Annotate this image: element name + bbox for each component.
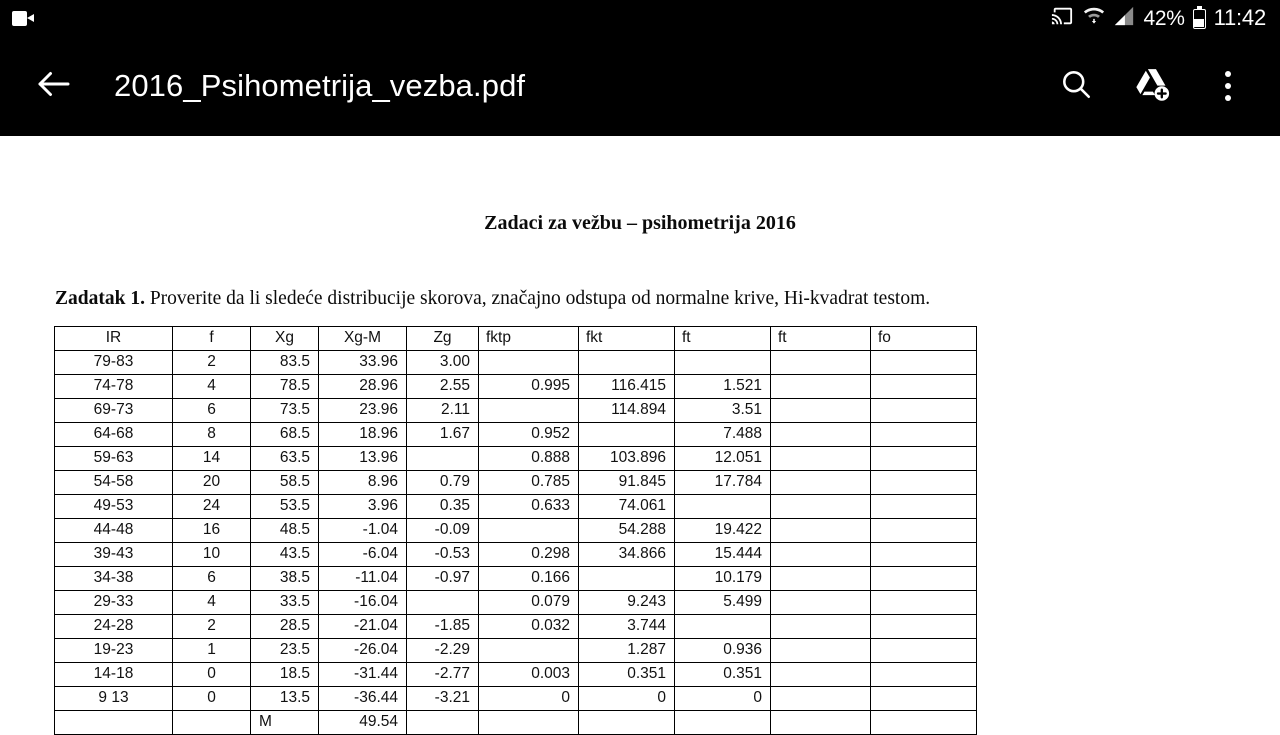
table-row bbox=[55, 543, 977, 567]
table-cell: 28.5 bbox=[251, 615, 319, 639]
table-cell bbox=[675, 351, 771, 375]
table-cell bbox=[771, 639, 871, 663]
table-cell: 23.5 bbox=[251, 639, 319, 663]
table-cell: 114.894 bbox=[579, 399, 675, 423]
table-cell bbox=[871, 639, 977, 663]
table-cell bbox=[479, 639, 579, 663]
app-bar-actions bbox=[1052, 62, 1280, 110]
screen-record-icon bbox=[12, 11, 34, 26]
table-cell bbox=[579, 711, 675, 735]
table-cell bbox=[771, 615, 871, 639]
back-button[interactable] bbox=[22, 54, 86, 118]
table-cell: 54-58 bbox=[55, 471, 173, 495]
table-row bbox=[55, 591, 977, 615]
table-cell: 116.415 bbox=[579, 375, 675, 399]
table-cell: 0.032 bbox=[479, 615, 579, 639]
table-cell: 1.67 bbox=[407, 423, 479, 447]
frequency-table-wrapper bbox=[54, 326, 976, 735]
status-bar-left bbox=[0, 11, 34, 26]
table-cell: 3.96 bbox=[319, 495, 407, 519]
table-cell bbox=[771, 519, 871, 543]
table-cell bbox=[871, 471, 977, 495]
wifi-icon bbox=[1083, 5, 1105, 32]
table-cell: 0.351 bbox=[675, 663, 771, 687]
table-cell: 0.952 bbox=[479, 423, 579, 447]
table-cell bbox=[871, 375, 977, 399]
table-cell: 0.936 bbox=[675, 639, 771, 663]
table-cell: M bbox=[251, 711, 319, 735]
table-cell: 3.51 bbox=[675, 399, 771, 423]
table-cell bbox=[871, 519, 977, 543]
table-cell bbox=[675, 615, 771, 639]
table-cell: 39-43 bbox=[55, 543, 173, 567]
table-cell: -16.04 bbox=[319, 591, 407, 615]
table-cell: 33.5 bbox=[251, 591, 319, 615]
table-cell: 68.5 bbox=[251, 423, 319, 447]
table-body bbox=[55, 351, 977, 735]
table-column-header: fo bbox=[871, 327, 977, 351]
table-cell: -2.77 bbox=[407, 663, 479, 687]
table-cell bbox=[871, 351, 977, 375]
table-column-header: ft bbox=[771, 327, 871, 351]
table-cell: 0.351 bbox=[579, 663, 675, 687]
table-cell: 9.243 bbox=[579, 591, 675, 615]
table-cell: -3.21 bbox=[407, 687, 479, 711]
table-cell: 79-83 bbox=[55, 351, 173, 375]
table-cell: 12.051 bbox=[675, 447, 771, 471]
table-row bbox=[55, 663, 977, 687]
table-cell: 74-78 bbox=[55, 375, 173, 399]
table-cell bbox=[407, 711, 479, 735]
table-cell: 19.422 bbox=[675, 519, 771, 543]
table-cell bbox=[407, 591, 479, 615]
table-cell: 49.54 bbox=[319, 711, 407, 735]
table-cell: 2 bbox=[173, 351, 251, 375]
table-cell: -36.44 bbox=[319, 687, 407, 711]
table-row bbox=[55, 471, 977, 495]
table-cell: 1.287 bbox=[579, 639, 675, 663]
table-cell bbox=[871, 615, 977, 639]
pdf-page[interactable] bbox=[0, 136, 1280, 730]
table-row bbox=[55, 399, 977, 423]
table-cell: 13.5 bbox=[251, 687, 319, 711]
table-cell: 15.444 bbox=[675, 543, 771, 567]
table-cell bbox=[771, 471, 871, 495]
table-row bbox=[55, 519, 977, 543]
table-cell: 3.00 bbox=[407, 351, 479, 375]
table-cell bbox=[173, 711, 251, 735]
table-cell: 83.5 bbox=[251, 351, 319, 375]
task-text: Proverite da li sledeće distribucije skorova, značajno odstupa od normalne krive, Hi-kvadrat testom. bbox=[144, 288, 931, 309]
table-cell: 63.5 bbox=[251, 447, 319, 471]
table-cell: 10.179 bbox=[675, 567, 771, 591]
table-cell: 0 bbox=[479, 687, 579, 711]
table-cell: 3.744 bbox=[579, 615, 675, 639]
table-cell bbox=[579, 567, 675, 591]
table-cell bbox=[771, 447, 871, 471]
page-title: Zadaci za vežbu – psihometrija 2016 bbox=[484, 212, 796, 234]
table-cell bbox=[871, 567, 977, 591]
table-cell: 64-68 bbox=[55, 423, 173, 447]
table-cell bbox=[771, 663, 871, 687]
table-cell: 10 bbox=[173, 543, 251, 567]
table-cell bbox=[675, 711, 771, 735]
table-cell: 48.5 bbox=[251, 519, 319, 543]
add-to-drive-icon bbox=[1133, 65, 1171, 108]
frequency-table bbox=[54, 326, 977, 735]
table-cell: 74.061 bbox=[579, 495, 675, 519]
table-cell: 6 bbox=[173, 567, 251, 591]
table-cell bbox=[771, 423, 871, 447]
table-cell: 0 bbox=[579, 687, 675, 711]
table-cell: 0.79 bbox=[407, 471, 479, 495]
table-cell: -0.53 bbox=[407, 543, 479, 567]
table-cell: -26.04 bbox=[319, 639, 407, 663]
table-cell bbox=[771, 591, 871, 615]
table-cell: 9 13 bbox=[55, 687, 173, 711]
table-cell bbox=[871, 543, 977, 567]
table-footer-row bbox=[55, 711, 977, 735]
table-cell: 53.5 bbox=[251, 495, 319, 519]
table-cell: 16 bbox=[173, 519, 251, 543]
table-cell bbox=[771, 495, 871, 519]
table-column-header: fkt bbox=[579, 327, 675, 351]
table-cell: 20 bbox=[173, 471, 251, 495]
add-to-drive-button[interactable] bbox=[1128, 62, 1176, 110]
table-cell: 14 bbox=[173, 447, 251, 471]
table-cell: -21.04 bbox=[319, 615, 407, 639]
table-cell: 18.96 bbox=[319, 423, 407, 447]
table-cell bbox=[407, 447, 479, 471]
table-cell bbox=[871, 423, 977, 447]
table-cell bbox=[871, 687, 977, 711]
battery-percent-label: 42% bbox=[1143, 6, 1185, 30]
table-cell bbox=[771, 711, 871, 735]
table-cell bbox=[771, 351, 871, 375]
table-cell: 0.298 bbox=[479, 543, 579, 567]
table-cell: 5.499 bbox=[675, 591, 771, 615]
table-cell: 14-18 bbox=[55, 663, 173, 687]
document-title: 2016_Psihometrija_vezba.pdf bbox=[114, 68, 526, 103]
table-row bbox=[55, 447, 977, 471]
table-cell: 0.633 bbox=[479, 495, 579, 519]
table-cell bbox=[675, 495, 771, 519]
table-cell bbox=[479, 399, 579, 423]
table-row bbox=[55, 639, 977, 663]
table-cell bbox=[871, 399, 977, 423]
table-cell: -0.97 bbox=[407, 567, 479, 591]
table-cell: 23.96 bbox=[319, 399, 407, 423]
task-label: Zadatak 1. bbox=[55, 288, 145, 309]
table-cell: 44-48 bbox=[55, 519, 173, 543]
table-cell: 78.5 bbox=[251, 375, 319, 399]
table-column-header: ft bbox=[675, 327, 771, 351]
table-cell bbox=[771, 687, 871, 711]
table-cell bbox=[871, 447, 977, 471]
search-icon bbox=[1058, 66, 1094, 107]
table-cell: 4 bbox=[173, 375, 251, 399]
table-cell: -31.44 bbox=[319, 663, 407, 687]
table-cell bbox=[579, 423, 675, 447]
table-cell: 0 bbox=[173, 687, 251, 711]
table-cell: 2 bbox=[173, 615, 251, 639]
table-cell: 4 bbox=[173, 591, 251, 615]
table-row bbox=[55, 687, 977, 711]
table-cell: -6.04 bbox=[319, 543, 407, 567]
table-cell: 33.96 bbox=[319, 351, 407, 375]
cell-signal-icon bbox=[1113, 5, 1135, 32]
table-cell: 24-28 bbox=[55, 615, 173, 639]
table-cell: 58.5 bbox=[251, 471, 319, 495]
table-header-row bbox=[55, 327, 977, 351]
table-cell: 59-63 bbox=[55, 447, 173, 471]
table-column-header: Xg bbox=[251, 327, 319, 351]
table-cell: 0.35 bbox=[407, 495, 479, 519]
status-bar bbox=[0, 0, 1280, 36]
table-cell: 2.55 bbox=[407, 375, 479, 399]
table-cell: -1.85 bbox=[407, 615, 479, 639]
table-column-header: fktp bbox=[479, 327, 579, 351]
table-cell: -2.29 bbox=[407, 639, 479, 663]
table-cell: 0.785 bbox=[479, 471, 579, 495]
overflow-menu-button[interactable] bbox=[1204, 62, 1252, 110]
status-bar-right bbox=[1049, 5, 1280, 32]
table-cell bbox=[871, 591, 977, 615]
table-row bbox=[55, 375, 977, 399]
app-bar bbox=[0, 36, 1280, 136]
table-cell: 103.896 bbox=[579, 447, 675, 471]
table-cell: 13.96 bbox=[319, 447, 407, 471]
table-cell bbox=[55, 711, 173, 735]
table-cell: 1.521 bbox=[675, 375, 771, 399]
table-row bbox=[55, 423, 977, 447]
table-cell: 18.5 bbox=[251, 663, 319, 687]
table-cell: 28.96 bbox=[319, 375, 407, 399]
task-paragraph bbox=[55, 287, 1015, 310]
back-arrow-icon bbox=[33, 63, 75, 110]
table-cell: 24 bbox=[173, 495, 251, 519]
table-cell: 0.166 bbox=[479, 567, 579, 591]
table-column-header: Xg-M bbox=[319, 327, 407, 351]
table-cell: 29-33 bbox=[55, 591, 173, 615]
table-row bbox=[55, 495, 977, 519]
table-row bbox=[55, 351, 977, 375]
table-cell: 1 bbox=[173, 639, 251, 663]
table-cell bbox=[771, 399, 871, 423]
table-cell: 8 bbox=[173, 423, 251, 447]
table-cell: 73.5 bbox=[251, 399, 319, 423]
table-cell bbox=[871, 663, 977, 687]
table-header bbox=[55, 327, 977, 351]
table-cell: 19-23 bbox=[55, 639, 173, 663]
table-cell bbox=[771, 567, 871, 591]
table-cell bbox=[771, 375, 871, 399]
table-cell: 0 bbox=[675, 687, 771, 711]
table-cell: 0.888 bbox=[479, 447, 579, 471]
table-column-header: Zg bbox=[407, 327, 479, 351]
table-cell: 2.11 bbox=[407, 399, 479, 423]
table-cell bbox=[871, 711, 977, 735]
table-cell: 0.079 bbox=[479, 591, 579, 615]
table-cell: 43.5 bbox=[251, 543, 319, 567]
table-row bbox=[55, 615, 977, 639]
table-cell: 6 bbox=[173, 399, 251, 423]
table-cell: 34-38 bbox=[55, 567, 173, 591]
table-cell bbox=[479, 711, 579, 735]
table-cell: 7.488 bbox=[675, 423, 771, 447]
table-cell bbox=[479, 519, 579, 543]
table-column-header: IR bbox=[55, 327, 173, 351]
table-cell: 0.995 bbox=[479, 375, 579, 399]
table-row bbox=[55, 567, 977, 591]
clock-label: 11:42 bbox=[1213, 5, 1266, 30]
cast-icon bbox=[1049, 5, 1075, 32]
table-cell: 91.845 bbox=[579, 471, 675, 495]
table-cell bbox=[771, 543, 871, 567]
table-cell bbox=[871, 495, 977, 519]
table-cell: 0.003 bbox=[479, 663, 579, 687]
table-cell: -1.04 bbox=[319, 519, 407, 543]
table-cell: 34.866 bbox=[579, 543, 675, 567]
table-cell: 8.96 bbox=[319, 471, 407, 495]
table-cell: 49-53 bbox=[55, 495, 173, 519]
table-cell: -0.09 bbox=[407, 519, 479, 543]
more-vertical-icon bbox=[1225, 71, 1231, 101]
table-cell: 0 bbox=[173, 663, 251, 687]
search-button[interactable] bbox=[1052, 62, 1100, 110]
table-cell bbox=[579, 351, 675, 375]
table-cell bbox=[479, 351, 579, 375]
table-cell: 38.5 bbox=[251, 567, 319, 591]
battery-icon bbox=[1193, 7, 1206, 29]
table-cell: -11.04 bbox=[319, 567, 407, 591]
table-cell: 54.288 bbox=[579, 519, 675, 543]
table-cell: 69-73 bbox=[55, 399, 173, 423]
table-column-header: f bbox=[173, 327, 251, 351]
table-cell: 17.784 bbox=[675, 471, 771, 495]
